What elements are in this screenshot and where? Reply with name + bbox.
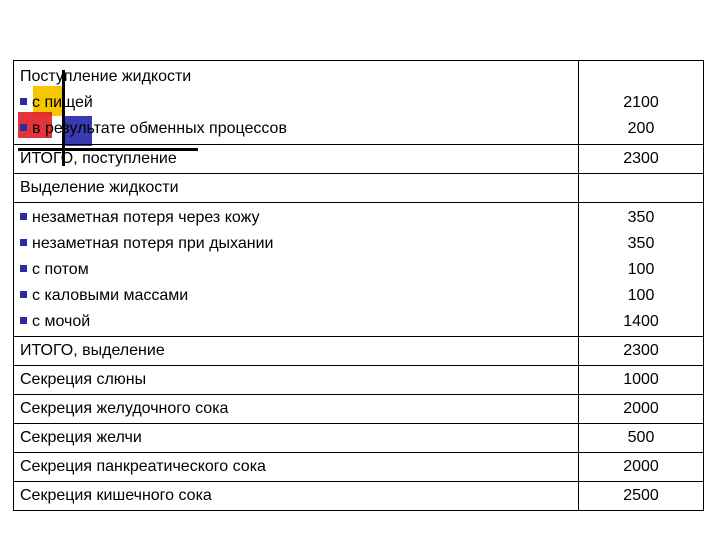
list-item: с пищей bbox=[20, 90, 572, 116]
table-row bbox=[14, 174, 704, 203]
row-value: 500 bbox=[579, 424, 704, 453]
list-item: незаметная потеря при дыхании bbox=[20, 231, 572, 257]
list-item: с каловыми массами bbox=[20, 283, 572, 309]
row-value: 2000 bbox=[579, 453, 704, 482]
value: 350 bbox=[627, 234, 655, 252]
table-row bbox=[14, 366, 704, 395]
square-bullet-icon bbox=[20, 124, 27, 131]
list-item: с потом bbox=[20, 257, 572, 283]
row-label: Секреция панкреатического сока bbox=[14, 453, 579, 482]
intake-title: Поступление жидкости bbox=[20, 67, 192, 85]
row-value: 2500 bbox=[579, 482, 704, 511]
row-value: 2000 bbox=[579, 395, 704, 424]
output-values bbox=[579, 203, 704, 337]
table-row bbox=[14, 424, 704, 453]
value: 2100 bbox=[623, 93, 659, 111]
value: 200 bbox=[627, 119, 655, 137]
fluid-balance-table bbox=[13, 60, 704, 511]
list-item: в результате обменных процессов bbox=[20, 116, 572, 142]
row-label: Выделение жидкости bbox=[14, 174, 579, 203]
table-row bbox=[14, 482, 704, 511]
list-item: незаметная потеря через кожу bbox=[20, 205, 572, 231]
row-label: Секреция желчи bbox=[14, 424, 579, 453]
row-label: Секреция слюны bbox=[14, 366, 579, 395]
table-row bbox=[14, 395, 704, 424]
table-row bbox=[14, 145, 704, 174]
intake-cell bbox=[14, 61, 579, 145]
list-item: с мочой bbox=[20, 309, 572, 335]
row-label: ИТОГО, поступление bbox=[14, 145, 579, 174]
table-row bbox=[14, 61, 704, 145]
table-row bbox=[14, 203, 704, 337]
square-bullet-icon bbox=[20, 98, 27, 105]
square-bullet-icon bbox=[20, 239, 27, 246]
table-row bbox=[14, 453, 704, 482]
table-row bbox=[14, 337, 704, 366]
row-value: 2300 bbox=[579, 145, 704, 174]
value: 350 bbox=[627, 208, 655, 226]
row-label: Секреция желудочного сока bbox=[14, 395, 579, 424]
square-bullet-icon bbox=[20, 317, 27, 324]
value: 100 bbox=[627, 260, 655, 278]
row-value: 2300 bbox=[579, 337, 704, 366]
row-label: ИТОГО, выделение bbox=[14, 337, 579, 366]
value: 100 bbox=[627, 286, 655, 304]
square-bullet-icon bbox=[20, 213, 27, 220]
row-value bbox=[579, 174, 704, 203]
output-cell bbox=[14, 203, 579, 337]
square-bullet-icon bbox=[20, 265, 27, 272]
intake-values bbox=[579, 61, 704, 145]
square-bullet-icon bbox=[20, 291, 27, 298]
row-value: 1000 bbox=[579, 366, 704, 395]
value: 1400 bbox=[623, 312, 659, 330]
row-label: Секреция кишечного сока bbox=[14, 482, 579, 511]
